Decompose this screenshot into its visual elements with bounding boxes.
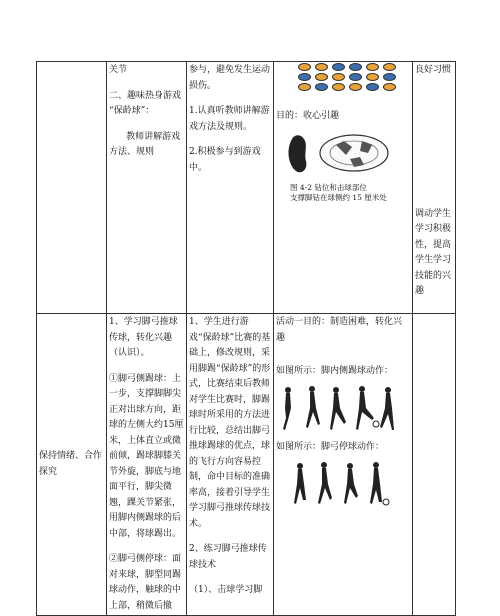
table-row	[37, 62, 456, 314]
text-line: 二、趣味热身游戏	[109, 90, 182, 101]
text-line: 目的：收心引趣	[276, 111, 340, 121]
footprint-ball-figure	[284, 131, 410, 184]
text-line: 教师讲解游戏方法、规则	[109, 131, 181, 157]
design-intent-cell	[274, 62, 413, 314]
text-line: 2.积极参与到游戏中。	[189, 147, 261, 173]
note-cell	[413, 314, 456, 616]
lesson-plan-table	[36, 61, 456, 616]
figure-caption: 支撑脚钻在球侧约 15 厘米处	[290, 193, 387, 202]
text-line: 1.认真听教师讲解游戏方法及规则。	[189, 106, 270, 132]
text-line: 2、练习脚弓推球传球技术	[189, 544, 267, 570]
text-line: 参与，避免发生运动损伤。	[189, 65, 271, 91]
text-line: 良好习惯	[415, 65, 452, 75]
text-line: 调动学生学习积极性，提高学生学习技能的兴趣	[415, 208, 452, 296]
design-intent-cell	[274, 314, 413, 616]
table-row	[37, 314, 456, 616]
text-line: 如图所示：脚弓停球动作：	[276, 442, 385, 452]
note-cell	[413, 62, 456, 314]
text-line: 关节	[109, 65, 128, 75]
text-line: 1、学生进行游戏“保龄球”比赛的基础上，修改规则，采用脚踢“保龄球”的形式，比赛结束后教师对学生比赛时，脚踢球时所采用的方法进行比较，总结出脚弓推球踢球的优点，球的飞行方向容易控制，命中目标的准确率高，接着引导学生学习脚弓推球传球技术。	[189, 317, 271, 529]
text-line: 活动一目的：制造困难，转化兴趣	[276, 317, 403, 343]
text-line: “保龄球”：	[109, 106, 155, 116]
stage-cell	[37, 62, 107, 314]
text-line: ②脚弓侧停球：面对来球，脚型同踢球动作，触球的中上部，稍微后撤	[109, 554, 182, 611]
kick-sequence-figure	[278, 384, 410, 441]
text-line: （1）、击球学习脚	[189, 585, 263, 595]
text-line: 如图所示：脚内侧踢球动作：	[276, 366, 394, 376]
teacher-activity-cell	[107, 314, 187, 616]
student-activity-cell	[187, 314, 274, 616]
bowling-balls-figure	[298, 63, 410, 91]
trap-sequence-figure	[278, 460, 410, 515]
figure-caption: 图 4-2 钻位和击球部位	[290, 183, 367, 192]
teacher-activity-cell	[107, 62, 187, 314]
text-line: ①脚弓侧踢球：上一步，支撑脚脚尖正对出球方向，距球的左侧大约15厘米，上体直立或微前倾，踢球脚膝关节外旋，脚底与地面平行，脚尖微翘，踝关节紧张，用脚内侧踢球的后中部，将球踢出。	[109, 373, 184, 539]
text-line: 1、学习脚弓推球传球，转化兴趣（认识）。	[109, 317, 178, 358]
student-activity-cell	[187, 62, 274, 314]
stage-cell: 保持情绪、合作探究	[37, 314, 107, 616]
